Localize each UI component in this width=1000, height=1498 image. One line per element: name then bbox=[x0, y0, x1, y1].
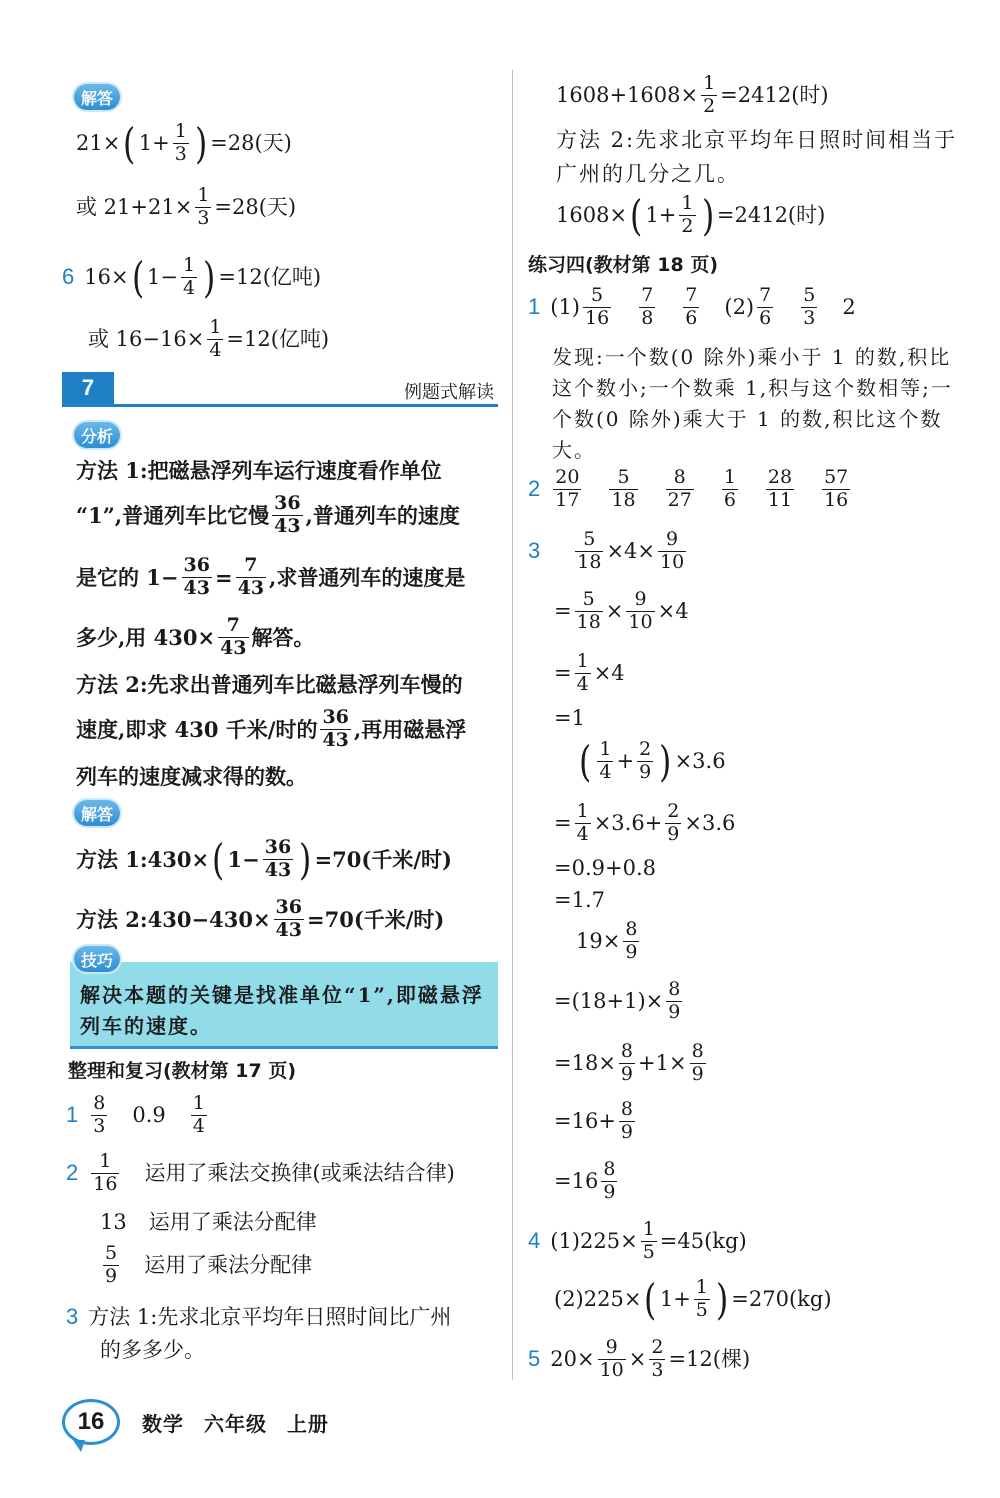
fraction: $\frac{2}{3}$ bbox=[651, 1336, 664, 1381]
section-7-header bbox=[62, 372, 498, 407]
question-number: 2 bbox=[528, 476, 541, 502]
fraction: $\frac{57}{16}$ bbox=[824, 466, 849, 511]
fraction: $\frac{36}{43}$ bbox=[322, 706, 349, 751]
question-number: 5 bbox=[528, 1346, 541, 1372]
fraction: $\frac{1}{3}$ bbox=[197, 184, 210, 229]
analysis-line-7: 列车的速度减求得的数。 bbox=[76, 764, 307, 789]
review-q3-line-1: 3 方法 1:先求北京平均年日照时间比广州 bbox=[66, 1304, 452, 1329]
fraction: $\frac{36}{43}$ bbox=[275, 896, 302, 941]
answer-badge-2: 解答 bbox=[74, 800, 120, 826]
page-number: 16 bbox=[62, 1399, 120, 1445]
answer-line-2: 或 21+21× $\frac{1}{3}$ =28(天) bbox=[76, 184, 297, 229]
exercise-4-q3-u5: =16 $\frac{8}{9}$ bbox=[554, 1158, 616, 1203]
method-1-answer: 方法 1:430× ( 1− $\frac{36}{43}$ ) =70(千米/时) bbox=[76, 834, 452, 884]
section-tag: 例题式解读 bbox=[404, 382, 494, 403]
fraction: $\frac{5}{18}$ bbox=[577, 528, 602, 573]
fraction: $\frac{7}{6}$ bbox=[759, 284, 772, 329]
fraction: $\frac{1}{4}$ bbox=[192, 1092, 205, 1137]
question-number: 2 bbox=[66, 1160, 79, 1186]
left-column bbox=[62, 0, 500, 1390]
analysis-line-3: 是它的 1− $\frac{36}{43}$ = $\frac{7}{43}$ ,求普通列车的速度是 bbox=[76, 554, 466, 599]
answer-badge: 解答 bbox=[74, 84, 120, 110]
fraction: $\frac{9}{10}$ bbox=[599, 1336, 624, 1381]
method-2-text-1: 方法 2:先求北京平均年日照时间相当于 bbox=[556, 128, 958, 152]
fraction: $\frac{8}{9}$ bbox=[668, 978, 681, 1023]
fraction: $\frac{8}{9}$ bbox=[620, 1040, 634, 1085]
analysis-line-6: 速度,即求 430 千米/时的 $\frac{36}{43}$ ,再用磁悬浮 bbox=[76, 706, 467, 751]
question-number: 3 bbox=[66, 1304, 79, 1329]
fraction: $\frac{5}{18}$ bbox=[576, 588, 601, 633]
question-number: 3 bbox=[528, 538, 541, 564]
exercise-4-q2 bbox=[528, 468, 853, 511]
fraction: $\frac{36}{43}$ bbox=[183, 554, 210, 599]
exercise-4-q1: 1 (1) $\frac{5}{16}$ $\frac{7}{8}$ $\frac{7}{6}$ (2) $\frac{7}{6}$ $\frac{5}{3}$ 2 bbox=[528, 284, 856, 329]
fraction: $\frac{8}{9}$ bbox=[691, 1040, 704, 1085]
fraction: $\frac{9}{10}$ bbox=[660, 528, 685, 573]
subject: 数学 bbox=[142, 1411, 184, 1436]
tip-box bbox=[70, 962, 498, 1049]
fraction: $\frac{1}{2}$ bbox=[703, 72, 716, 117]
fraction: $\frac{1}{5}$ bbox=[695, 1276, 708, 1321]
exercise-4-q3-t4: =1.7 bbox=[554, 888, 605, 912]
fraction: $\frac{8}{9}$ bbox=[620, 1098, 634, 1143]
fraction: $\frac{7}{8}$ bbox=[641, 284, 654, 329]
exercise-4-heading: 练习四(教材第 18 页) bbox=[528, 254, 719, 276]
analysis-line-2: “1”,普通列车比它慢 $\frac{36}{43}$ ,普通列车的速度 bbox=[76, 492, 460, 537]
fraction: $\frac{28}{11}$ bbox=[767, 466, 793, 511]
question-number: 4 bbox=[528, 1228, 541, 1254]
exercise-4-q5: 5 20× $\frac{9}{10}$ × $\frac{2}{3}$ =12(棵) bbox=[528, 1336, 751, 1381]
exercise-4-q3-u4: =16+ $\frac{8}{9}$ bbox=[554, 1098, 634, 1143]
exercise-4-q3-s1: 3 $\frac{5}{18}$ ×4× $\frac{9}{10}$ bbox=[528, 528, 685, 573]
exercise-4-q3-u2: =(18+1)× $\frac{8}{9}$ bbox=[554, 978, 681, 1023]
exercise-4-q3-u1: 19× $\frac{8}{9}$ bbox=[576, 918, 638, 963]
fraction: $\frac{5}{16}$ bbox=[585, 284, 610, 329]
fraction: $\frac{5}{18}$ bbox=[611, 466, 636, 511]
question-number: 1 bbox=[528, 294, 541, 320]
volume: 上册 bbox=[286, 1411, 329, 1436]
fraction: $\frac{2}{9}$ bbox=[639, 738, 652, 783]
analysis-badge: 分析 bbox=[74, 422, 120, 448]
fraction: $\frac{1}{4}$ bbox=[576, 800, 589, 845]
fraction: $\frac{8}{9}$ bbox=[625, 918, 638, 963]
exercise-4-q3-t3: =0.9+0.8 bbox=[554, 856, 656, 880]
question-number: 1 bbox=[66, 1102, 79, 1128]
right-column bbox=[524, 0, 974, 1390]
review-q3-line-2: 的多多少。 bbox=[100, 1338, 205, 1362]
fraction: $\frac{1}{4}$ bbox=[182, 254, 196, 299]
fraction: $\frac{36}{43}$ bbox=[264, 836, 292, 881]
analysis-line-5: 方法 2:先求出普通列车比磁悬浮列车慢的 bbox=[76, 672, 463, 697]
answer-line-1: 21× ( 1+ $\frac{1}{3}$ ) =28(天) bbox=[76, 118, 292, 168]
tip-text: 解决本题的关键是找准单位“1”,即磁悬浮列车的速度。 bbox=[80, 983, 484, 1038]
fraction: $\frac{8}{3}$ bbox=[93, 1092, 106, 1137]
exercise-4-q3-t1: ( $\frac{1}{4}$ + $\frac{2}{9}$ ) ×3.6 bbox=[579, 736, 726, 786]
fraction: $\frac{1}{16}$ bbox=[93, 1150, 118, 1195]
section-number: 7 bbox=[62, 372, 114, 404]
analysis-line-4: 多少,用 430× $\frac{7}{43}$ 解答。 bbox=[76, 614, 315, 659]
fraction: $\frac{2}{9}$ bbox=[667, 800, 680, 845]
exercise-4-q4-b: (2)225× ( 1+ $\frac{1}{5}$ ) =270(kg) bbox=[554, 1274, 832, 1324]
fraction: $\frac{1}{4}$ bbox=[599, 738, 612, 783]
method-2-text-2: 广州的几分之几。 bbox=[556, 162, 740, 186]
fraction: $\frac{5}{3}$ bbox=[803, 284, 816, 329]
review-q1: 1 $\frac{8}{3}$ 0.9 $\frac{1}{4}$ bbox=[66, 1092, 205, 1137]
fraction: $\frac{7}{43}$ bbox=[220, 614, 247, 659]
exercise-4-q3-t2: = $\frac{1}{4}$ ×3.6+ $\frac{2}{9}$ ×3.6 bbox=[554, 800, 736, 845]
review-heading: 整理和复习(教材第 17 页) bbox=[68, 1060, 297, 1082]
method-2-answer: 方法 2:430−430× $\frac{36}{43}$ =70(千米/时) bbox=[76, 896, 445, 941]
fraction: $\frac{1}{6}$ bbox=[723, 466, 736, 511]
exercise-4-q3-u3: =18× $\frac{8}{9}$ +1× $\frac{8}{9}$ bbox=[554, 1040, 704, 1085]
page-footer bbox=[62, 1400, 341, 1444]
exercise-4-q3-s3: = $\frac{1}{4}$ ×4 bbox=[554, 650, 625, 695]
fraction: $\frac{7}{6}$ bbox=[685, 284, 698, 329]
fraction: $\frac{20}{17}$ bbox=[555, 466, 580, 511]
review-q2-b: 13 运用了乘法分配律 bbox=[100, 1210, 317, 1234]
exercise-4-q3-s4: =1 bbox=[554, 706, 585, 730]
review-q2-a: 2 $\frac{1}{16}$ 运用了乘法交换律(或乘法结合律) bbox=[66, 1150, 455, 1195]
grade: 六年级 bbox=[203, 1411, 267, 1436]
discovery-text: 发现:一个数(0 除外)乘小于 1 的数,积比这个数小;一个数乘 1,积与这个数相等;一个数(0 除外)乘大于 1 的数,积比这个数大。 bbox=[552, 345, 953, 462]
exercise-4-q4-a: 4 (1)225× $\frac{1}{5}$ =45(kg) bbox=[528, 1218, 747, 1263]
fraction: $\frac{7}{43}$ bbox=[237, 554, 265, 599]
analysis-line-1: 方法 1:把磁悬浮列车运行速度看作单位 bbox=[76, 458, 442, 483]
right-line-2: 1608× ( 1+ $\frac{1}{2}$ ) =2412(时) bbox=[556, 190, 826, 240]
question-6-line-1: 6 16× ( 1− $\frac{1}{4}$ ) =12(亿吨) bbox=[62, 252, 322, 302]
fraction: $\frac{5}{9}$ bbox=[105, 1242, 118, 1287]
fraction: $\frac{1}{3}$ bbox=[174, 120, 187, 165]
fraction: $\frac{1}{2}$ bbox=[681, 192, 694, 237]
review-q2-c: $\frac{5}{9}$ 运用了乘法分配律 bbox=[105, 1242, 313, 1287]
column-divider bbox=[512, 70, 513, 1380]
tip-badge: 技巧 bbox=[74, 946, 120, 972]
exercise-4-q3-s2: = $\frac{5}{18}$ × $\frac{9}{10}$ ×4 bbox=[554, 588, 689, 633]
fraction: $\frac{1}{4}$ bbox=[209, 316, 222, 361]
right-line-1: 1608+1608× $\frac{1}{2}$ =2412(时) bbox=[556, 72, 829, 117]
fraction: $\frac{1}{5}$ bbox=[642, 1218, 655, 1263]
question-6-line-2: 或 16−16× $\frac{1}{4}$ =12(亿吨) bbox=[88, 316, 330, 361]
fraction: $\frac{36}{43}$ bbox=[274, 492, 301, 537]
fraction: $\frac{8}{27}$ bbox=[667, 466, 692, 511]
fraction: $\frac{8}{9}$ bbox=[603, 1158, 616, 1203]
fraction: $\frac{9}{10}$ bbox=[628, 588, 653, 633]
book-title bbox=[142, 1408, 341, 1437]
question-number: 6 bbox=[62, 264, 75, 290]
fraction: $\frac{1}{4}$ bbox=[576, 650, 589, 695]
